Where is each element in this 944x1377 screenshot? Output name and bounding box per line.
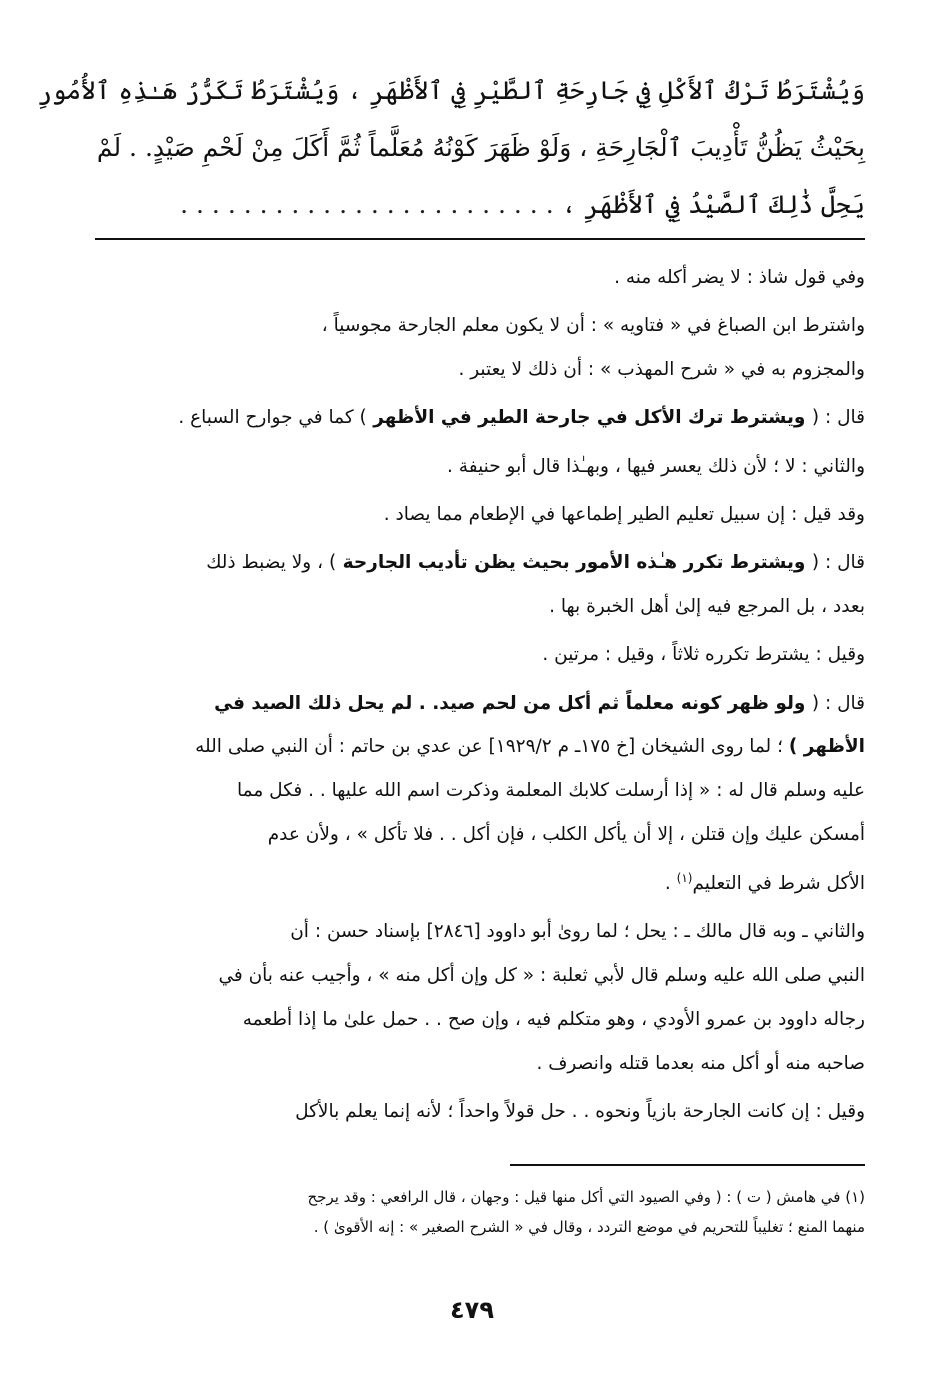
- page-number: ٤٧٩: [450, 1296, 494, 1324]
- footnote-line: (١) في هامش ( ت ) : ( وفي الصيود التي أكل منها قيل : وجهان ، قال الرافعي : وقد يرجح: [307, 1188, 865, 1206]
- sharh-paragraph: وقيل : إن كانت الجارحة بازياً ونحوه . . حل قولاً واحداً ؛ لأنه إنما يعلم بالأكل: [295, 1101, 865, 1122]
- sharh-paragraph: والثاني : لا ؛ لأن ذلك يعسر فيها ، وبهـٰذا قال أبو حنيفة .: [447, 455, 865, 477]
- matn-text: [37, 62, 865, 233]
- sharh-line: أمسكن عليك وإن قتلن ، إلا أن يأكل الكلب ، فإن أكل . . فلا تأكل » ، ولأن عدم: [267, 824, 865, 846]
- sharh-line: واشترط ابن الصباغ في « فتاويه » : أن لا يكون معلم الجارحة مجوسياً ،: [321, 315, 865, 337]
- qala-label: قال : (: [811, 407, 865, 429]
- sharh-line: ) كما في جوارح السباع .: [178, 407, 367, 429]
- qala-label: قال : (: [811, 552, 865, 574]
- matn-quote: ولو ظهر كونه معلماً ثم أكل من لحم صيد. . لم يحل ذلك الصيد في: [214, 692, 812, 714]
- ellipsis-dots: . . . . . . . . . . . . . . . . . . . . . . . .: [180, 190, 554, 219]
- matn-line: وَيُشْتَرَطُ تَرْكُ ٱلأَكْلِ فِي جَارِحَةِ ٱلطَّيْرِ فِي ٱلأَظْهَرِ ، وَيُشْتَرَطُ تَكَرُّرُ هَـٰذِهِ ٱلأُمُورِ: [37, 76, 865, 105]
- sharh-line: بعدد ، بل المرجع فيه إلىٰ أهل الخبرة بها .: [549, 596, 865, 618]
- matn-line-text: يَحِلَّ ذَٰلِكَ ٱلصَّيْدُ فِي ٱلأَظْهَرِ ،: [561, 190, 865, 219]
- sharh-paragraph: وفي قول شاذ : لا يضر أكله منه .: [614, 267, 865, 288]
- matn-quote: ويشترط ترك الأكل في جارحة الطير في الأظهر: [366, 407, 812, 429]
- sharh-line: .: [664, 873, 677, 895]
- sharh-paragraph: [92, 682, 865, 906]
- sharh-paragraph: [92, 396, 865, 440]
- matn-separator-rule: [95, 238, 865, 240]
- sharh-paragraph: [92, 304, 865, 392]
- footnote-reference[interactable]: (١): [676, 870, 693, 885]
- sharh-line: والمجزوم به في « شرح المهذب » : أن ذلك لا يعتبر .: [458, 359, 865, 381]
- sharh-line: رجاله داوود بن عمرو الأودي ، وهو متكلم فيه ، وإن صح . . حمل علىٰ ما إذا أطعمه: [242, 1008, 865, 1030]
- sharh-paragraph: وقد قيل : إن سبيل تعليم الطير إطماعها في الإطعام مما يصاد .: [383, 503, 865, 525]
- sharh-line: ) ، ولا يضبط ذلك: [206, 552, 337, 574]
- matn-quote: ويشترط تكرر هـٰذه الأمور بحيث يظن تأديب الجارحة: [336, 552, 812, 574]
- sharh-text: [92, 256, 865, 1138]
- footnote: [92, 1182, 865, 1242]
- sharh-line: الأكل شرط في التعليم: [692, 873, 865, 895]
- sharh-paragraph: [92, 910, 865, 1085]
- sharh-line: والثاني ـ وبه قال مالك ـ : يحل ؛ لما روىٰ أبو داوود [٢٨٤٦] بإسناد حسن : أن: [290, 921, 865, 943]
- sharh-paragraph: [92, 541, 865, 629]
- matn-line: بِحَيْثُ يَظُنُّ تَأْدِيبَ ٱلْجَارِحَةِ ، وَلَوْ ظَهَرَ كَوْنُهُ مُعَلَّماً ثُمَّ أَكَلَ مِنْ لَحْمِ صَيْدٍ. . لَمْ: [96, 133, 865, 162]
- footnote-line: منهما المنع ؛ تغليباً للتحريم في موضع التردد ، وقال في « الشرح الصغير » : إنه الأقوىٰ ) .: [313, 1218, 865, 1236]
- qala-label: قال : (: [811, 692, 865, 714]
- sharh-line: صاحبه منه أو أكل منه بعدما قتله وانصرف .: [536, 1052, 865, 1074]
- sharh-line: ؛ لما روى الشيخان [خ ١٧٥ـ م ١٩٢٩/٢] عن عدي بن حاتم : أن النبي صلى الله: [195, 736, 789, 758]
- matn-quote: الأظهر ): [788, 736, 865, 758]
- sharh-line: النبي صلى الله عليه وسلم قال لأبي ثعلبة : « كل وإن أكل منه » ، وأجيب عنه بأن في: [218, 965, 865, 987]
- footnote-separator-rule: [510, 1164, 865, 1166]
- sharh-paragraph: وقيل : يشترط تكرره ثلاثاً ، وقيل : مرتين .: [542, 644, 865, 666]
- sharh-line: عليه وسلم قال له : « إذا أرسلت كلابك المعلمة وذكرت اسم الله عليها . . فكل مما: [237, 780, 865, 802]
- matn-line: [95, 176, 865, 233]
